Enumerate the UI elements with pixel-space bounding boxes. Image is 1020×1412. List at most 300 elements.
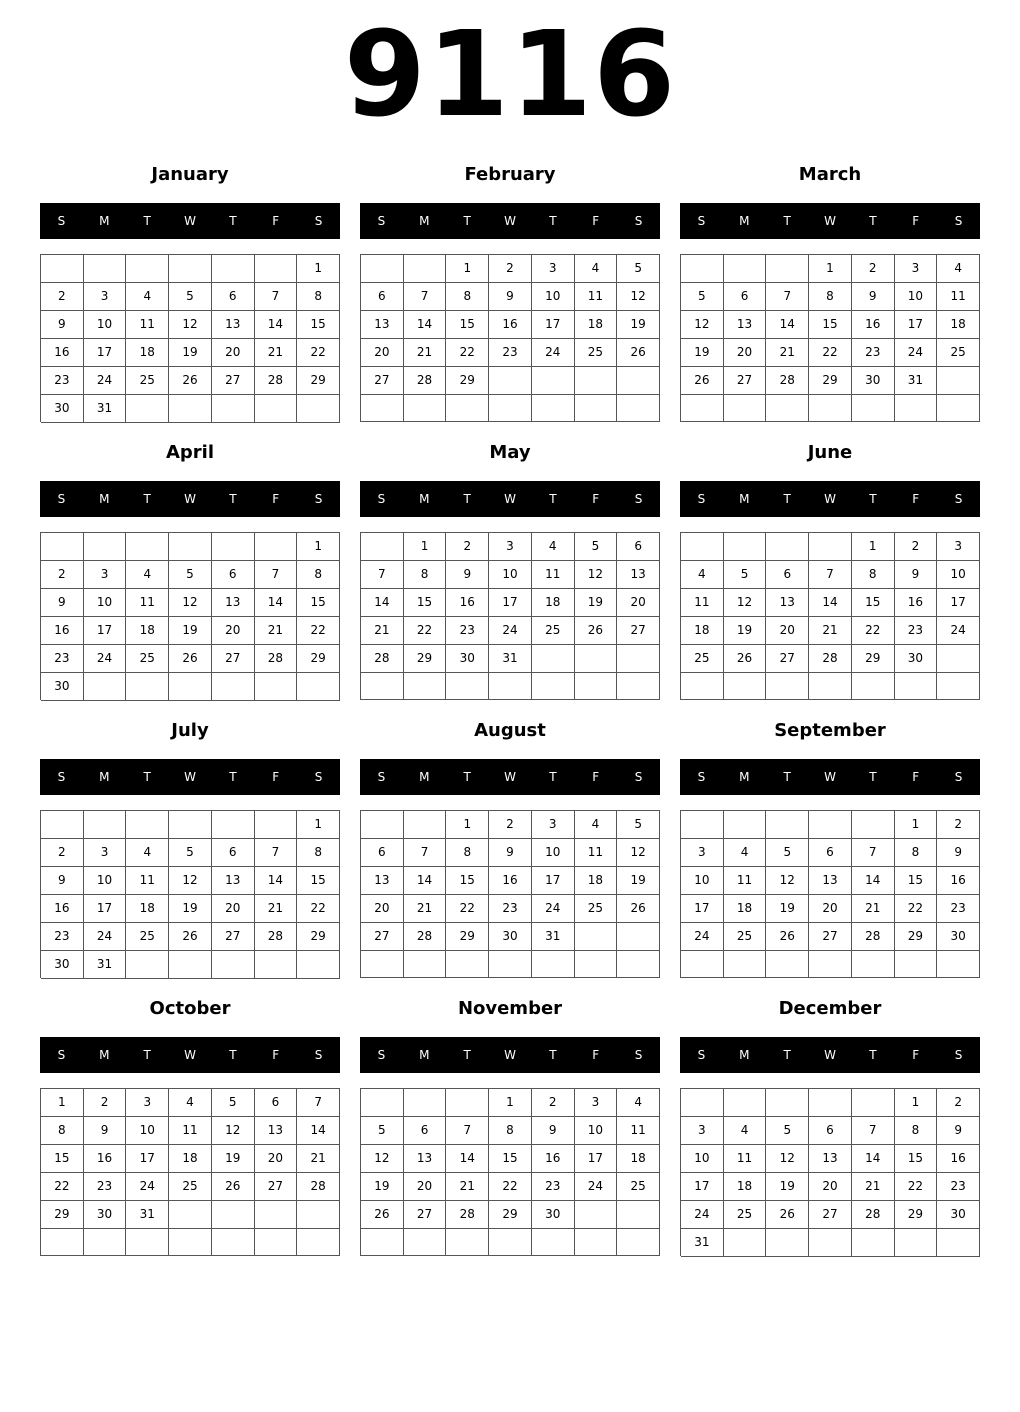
day-cell: 12 xyxy=(575,561,618,589)
day-cell: 22 xyxy=(297,339,340,367)
day-cell: 29 xyxy=(446,367,489,395)
day-cell: 2 xyxy=(84,1089,127,1117)
day-cell: 26 xyxy=(169,367,212,395)
empty-cell xyxy=(895,673,938,700)
day-cell: 5 xyxy=(575,533,618,561)
day-cell: 27 xyxy=(617,617,660,645)
day-cell: 2 xyxy=(489,255,532,283)
month-name: May xyxy=(489,442,531,463)
empty-cell xyxy=(489,367,532,395)
day-cell: 29 xyxy=(895,923,938,951)
empty-cell xyxy=(446,1229,489,1256)
empty-cell xyxy=(126,255,169,283)
empty-cell xyxy=(937,395,980,422)
empty-cell xyxy=(41,533,84,561)
empty-cell xyxy=(617,367,660,395)
day-cell: 26 xyxy=(724,645,767,673)
day-cell: 27 xyxy=(212,923,255,951)
day-cell: 19 xyxy=(575,589,618,617)
day-cell: 9 xyxy=(41,589,84,617)
day-cell: 5 xyxy=(766,839,809,867)
day-cell: 4 xyxy=(126,839,169,867)
day-cell: 9 xyxy=(446,561,489,589)
day-cell: 2 xyxy=(532,1089,575,1117)
day-cell: 20 xyxy=(809,1173,852,1201)
day-cell: 21 xyxy=(404,895,447,923)
day-cell: 17 xyxy=(937,589,980,617)
year-title: 9116 xyxy=(343,5,677,143)
day-cell: 18 xyxy=(169,1145,212,1173)
day-cell: 15 xyxy=(446,311,489,339)
day-cell: 26 xyxy=(617,339,660,367)
day-cell: 10 xyxy=(84,867,127,895)
weekday-label: W xyxy=(824,770,836,784)
day-grid xyxy=(360,1088,660,1256)
empty-cell xyxy=(575,645,618,673)
day-cell: 20 xyxy=(724,339,767,367)
day-cell: 6 xyxy=(212,561,255,589)
day-cell: 11 xyxy=(126,311,169,339)
day-cell: 7 xyxy=(255,283,298,311)
day-cell: 29 xyxy=(489,1201,532,1229)
day-cell: 21 xyxy=(255,895,298,923)
day-cell: 7 xyxy=(404,283,447,311)
day-cell: 10 xyxy=(126,1117,169,1145)
day-cell: 7 xyxy=(852,839,895,867)
day-cell: 11 xyxy=(575,839,618,867)
day-cell: 6 xyxy=(724,283,767,311)
day-cell: 17 xyxy=(126,1145,169,1173)
day-cell: 23 xyxy=(937,895,980,923)
weekday-header xyxy=(40,481,340,517)
day-cell: 31 xyxy=(84,951,127,979)
weekday-label: S xyxy=(954,1048,963,1062)
day-cell: 13 xyxy=(617,561,660,589)
weekday-header xyxy=(40,1037,340,1073)
day-cell: 4 xyxy=(681,561,724,589)
weekday-label: S xyxy=(697,492,706,506)
weekday-label: S xyxy=(954,214,963,228)
day-grid xyxy=(360,254,660,422)
weekday-header xyxy=(680,1037,980,1073)
day-cell: 19 xyxy=(681,339,724,367)
weekday-label: M xyxy=(99,770,110,784)
weekday-header xyxy=(40,203,340,239)
day-cell: 1 xyxy=(895,1089,938,1117)
day-cell: 23 xyxy=(41,645,84,673)
day-cell: 24 xyxy=(84,923,127,951)
day-cell: 30 xyxy=(41,951,84,979)
empty-cell xyxy=(809,951,852,978)
day-cell: 25 xyxy=(169,1173,212,1201)
weekday-label: M xyxy=(99,214,110,228)
day-cell: 1 xyxy=(895,811,938,839)
weekday-label: T xyxy=(869,214,877,228)
day-cell: 12 xyxy=(169,867,212,895)
day-cell: 14 xyxy=(255,589,298,617)
weekday-label: W xyxy=(184,770,196,784)
empty-cell xyxy=(766,1089,809,1117)
weekday-label: W xyxy=(504,492,516,506)
weekday-label: M xyxy=(739,1048,750,1062)
day-cell: 27 xyxy=(361,367,404,395)
weekday-label: W xyxy=(824,1048,836,1062)
empty-cell xyxy=(169,255,212,283)
empty-cell xyxy=(297,1229,340,1256)
day-cell: 14 xyxy=(809,589,852,617)
empty-cell xyxy=(852,395,895,422)
day-cell: 25 xyxy=(126,645,169,673)
empty-cell xyxy=(404,1089,447,1117)
day-cell: 22 xyxy=(895,895,938,923)
empty-cell xyxy=(809,811,852,839)
day-cell: 21 xyxy=(297,1145,340,1173)
weekday-label: T xyxy=(549,1048,557,1062)
weekday-label: T xyxy=(229,214,237,228)
day-cell: 28 xyxy=(297,1173,340,1201)
empty-cell xyxy=(255,255,298,283)
day-cell: 16 xyxy=(852,311,895,339)
day-cell: 29 xyxy=(404,645,447,673)
empty-cell xyxy=(724,533,767,561)
empty-cell xyxy=(84,1229,127,1256)
weekday-label: S xyxy=(314,214,323,228)
empty-cell xyxy=(212,533,255,561)
day-cell: 18 xyxy=(126,339,169,367)
day-cell: 29 xyxy=(895,1201,938,1229)
day-cell: 30 xyxy=(937,923,980,951)
empty-cell xyxy=(297,1201,340,1229)
day-cell: 22 xyxy=(446,339,489,367)
weekday-header xyxy=(360,203,660,239)
weekday-label: T xyxy=(549,214,557,228)
weekday-label: W xyxy=(184,492,196,506)
weekday-label: W xyxy=(504,214,516,228)
day-cell: 17 xyxy=(84,617,127,645)
day-cell: 5 xyxy=(681,283,724,311)
empty-cell xyxy=(126,1229,169,1256)
day-cell: 26 xyxy=(766,1201,809,1229)
day-cell: 1 xyxy=(297,533,340,561)
day-cell: 7 xyxy=(766,283,809,311)
day-grid xyxy=(40,532,340,700)
day-cell: 25 xyxy=(937,339,980,367)
day-cell: 28 xyxy=(852,923,895,951)
day-cell: 9 xyxy=(937,1117,980,1145)
day-cell: 13 xyxy=(404,1145,447,1173)
weekday-label: T xyxy=(463,770,471,784)
day-cell: 16 xyxy=(532,1145,575,1173)
day-cell: 18 xyxy=(681,617,724,645)
day-cell: 25 xyxy=(532,617,575,645)
day-cell: 3 xyxy=(532,811,575,839)
empty-cell xyxy=(297,673,340,701)
day-cell: 24 xyxy=(126,1173,169,1201)
empty-cell xyxy=(809,533,852,561)
day-cell: 14 xyxy=(404,311,447,339)
day-cell: 24 xyxy=(532,339,575,367)
weekday-label: F xyxy=(272,492,280,506)
day-cell: 2 xyxy=(489,811,532,839)
day-cell: 2 xyxy=(937,811,980,839)
empty-cell xyxy=(809,1089,852,1117)
day-cell: 16 xyxy=(41,617,84,645)
empty-cell xyxy=(169,1229,212,1256)
day-cell: 6 xyxy=(617,533,660,561)
day-cell: 24 xyxy=(532,895,575,923)
day-cell: 4 xyxy=(937,255,980,283)
empty-cell xyxy=(766,1229,809,1257)
day-cell: 5 xyxy=(212,1089,255,1117)
weekday-label: S xyxy=(954,770,963,784)
empty-cell xyxy=(255,673,298,701)
day-cell: 25 xyxy=(575,895,618,923)
empty-cell xyxy=(724,951,767,978)
empty-cell xyxy=(937,673,980,700)
weekday-header xyxy=(680,203,980,239)
month-name: December xyxy=(778,998,882,1019)
day-cell: 16 xyxy=(937,1145,980,1173)
empty-cell xyxy=(532,367,575,395)
day-cell: 8 xyxy=(895,1117,938,1145)
day-cell: 21 xyxy=(766,339,809,367)
day-cell: 7 xyxy=(809,561,852,589)
day-cell: 24 xyxy=(489,617,532,645)
day-cell: 28 xyxy=(361,645,404,673)
day-cell: 3 xyxy=(84,561,127,589)
day-cell: 29 xyxy=(809,367,852,395)
day-cell: 22 xyxy=(852,617,895,645)
empty-cell xyxy=(126,951,169,979)
day-cell: 12 xyxy=(617,283,660,311)
empty-cell xyxy=(169,533,212,561)
empty-cell xyxy=(84,811,127,839)
month-name: August xyxy=(474,720,546,741)
day-cell: 28 xyxy=(766,367,809,395)
empty-cell xyxy=(532,395,575,422)
day-cell: 10 xyxy=(489,561,532,589)
empty-cell xyxy=(126,395,169,423)
day-cell: 10 xyxy=(84,311,127,339)
weekday-label: F xyxy=(592,770,600,784)
day-cell: 3 xyxy=(575,1089,618,1117)
day-cell: 30 xyxy=(41,673,84,701)
day-cell: 30 xyxy=(937,1201,980,1229)
day-cell: 29 xyxy=(852,645,895,673)
month-name: July xyxy=(171,720,209,741)
day-cell: 21 xyxy=(361,617,404,645)
empty-cell xyxy=(212,1201,255,1229)
weekday-label: T xyxy=(549,770,557,784)
day-cell: 3 xyxy=(84,283,127,311)
empty-cell xyxy=(446,1089,489,1117)
empty-cell xyxy=(809,673,852,700)
empty-cell xyxy=(446,673,489,700)
weekday-label: S xyxy=(57,214,66,228)
day-cell: 4 xyxy=(575,811,618,839)
day-cell: 20 xyxy=(212,339,255,367)
empty-cell xyxy=(575,1201,618,1229)
day-cell: 24 xyxy=(681,1201,724,1229)
day-cell: 24 xyxy=(681,923,724,951)
weekday-label: T xyxy=(783,1048,791,1062)
empty-cell xyxy=(575,395,618,422)
empty-cell xyxy=(489,1229,532,1256)
day-cell: 19 xyxy=(766,895,809,923)
empty-cell xyxy=(617,645,660,673)
day-cell: 31 xyxy=(895,367,938,395)
weekday-label: M xyxy=(739,214,750,228)
day-cell: 22 xyxy=(446,895,489,923)
day-cell: 25 xyxy=(617,1173,660,1201)
day-cell: 22 xyxy=(895,1173,938,1201)
day-cell: 31 xyxy=(84,395,127,423)
day-cell: 12 xyxy=(617,839,660,867)
day-cell: 9 xyxy=(852,283,895,311)
day-cell: 9 xyxy=(84,1117,127,1145)
empty-cell xyxy=(937,951,980,978)
weekday-label: S xyxy=(377,214,386,228)
day-cell: 23 xyxy=(852,339,895,367)
weekday-label: S xyxy=(57,1048,66,1062)
day-cell: 23 xyxy=(532,1173,575,1201)
empty-cell xyxy=(681,673,724,700)
day-cell: 12 xyxy=(766,1145,809,1173)
day-cell: 20 xyxy=(766,617,809,645)
month-name: January xyxy=(151,164,229,185)
day-grid xyxy=(360,532,660,700)
empty-cell xyxy=(169,951,212,979)
weekday-label: T xyxy=(869,770,877,784)
empty-cell xyxy=(361,255,404,283)
day-cell: 14 xyxy=(255,867,298,895)
empty-cell xyxy=(575,367,618,395)
day-cell: 2 xyxy=(895,533,938,561)
empty-cell xyxy=(681,395,724,422)
empty-cell xyxy=(617,395,660,422)
day-cell: 7 xyxy=(255,561,298,589)
day-cell: 12 xyxy=(169,589,212,617)
day-cell: 8 xyxy=(809,283,852,311)
day-cell: 15 xyxy=(446,867,489,895)
day-cell: 15 xyxy=(41,1145,84,1173)
day-cell: 14 xyxy=(852,1145,895,1173)
day-cell: 6 xyxy=(361,283,404,311)
weekday-label: M xyxy=(739,492,750,506)
day-cell: 4 xyxy=(617,1089,660,1117)
empty-cell xyxy=(681,811,724,839)
day-cell: 13 xyxy=(212,589,255,617)
day-cell: 27 xyxy=(212,645,255,673)
day-cell: 11 xyxy=(532,561,575,589)
day-cell: 4 xyxy=(126,561,169,589)
day-cell: 15 xyxy=(404,589,447,617)
weekday-label: S xyxy=(57,770,66,784)
day-cell: 27 xyxy=(212,367,255,395)
day-cell: 7 xyxy=(852,1117,895,1145)
day-cell: 3 xyxy=(681,1117,724,1145)
weekday-header xyxy=(360,1037,660,1073)
day-cell: 14 xyxy=(766,311,809,339)
day-cell: 11 xyxy=(681,589,724,617)
day-cell: 12 xyxy=(766,867,809,895)
day-cell: 23 xyxy=(41,367,84,395)
weekday-label: T xyxy=(783,770,791,784)
weekday-label: W xyxy=(504,770,516,784)
day-cell: 8 xyxy=(297,561,340,589)
day-cell: 25 xyxy=(575,339,618,367)
day-cell: 21 xyxy=(255,617,298,645)
day-cell: 8 xyxy=(297,839,340,867)
empty-cell xyxy=(212,673,255,701)
day-cell: 13 xyxy=(724,311,767,339)
empty-cell xyxy=(489,951,532,978)
empty-cell xyxy=(766,255,809,283)
day-cell: 10 xyxy=(84,589,127,617)
day-cell: 15 xyxy=(489,1145,532,1173)
empty-cell xyxy=(937,1229,980,1257)
empty-cell xyxy=(724,1229,767,1257)
empty-cell xyxy=(212,395,255,423)
day-cell: 21 xyxy=(852,1173,895,1201)
weekday-header xyxy=(360,759,660,795)
empty-cell xyxy=(681,951,724,978)
weekday-label: M xyxy=(419,1048,430,1062)
day-cell: 5 xyxy=(724,561,767,589)
weekday-label: S xyxy=(697,770,706,784)
day-cell: 18 xyxy=(126,895,169,923)
weekday-label: F xyxy=(592,214,600,228)
day-cell: 24 xyxy=(84,645,127,673)
empty-cell xyxy=(766,533,809,561)
empty-cell xyxy=(169,395,212,423)
day-cell: 17 xyxy=(532,311,575,339)
day-cell: 26 xyxy=(361,1201,404,1229)
weekday-label: S xyxy=(954,492,963,506)
day-grid xyxy=(680,532,980,700)
day-cell: 27 xyxy=(809,1201,852,1229)
day-cell: 10 xyxy=(532,283,575,311)
month-name: February xyxy=(464,164,556,185)
empty-cell xyxy=(255,395,298,423)
empty-cell xyxy=(766,951,809,978)
empty-cell xyxy=(532,645,575,673)
weekday-label: T xyxy=(143,1048,151,1062)
weekday-label: F xyxy=(912,492,920,506)
day-cell: 10 xyxy=(575,1117,618,1145)
day-cell: 5 xyxy=(617,811,660,839)
month-name: April xyxy=(165,442,215,463)
day-cell: 13 xyxy=(212,311,255,339)
day-cell: 29 xyxy=(297,645,340,673)
day-cell: 2 xyxy=(41,839,84,867)
day-cell: 31 xyxy=(126,1201,169,1229)
day-cell: 6 xyxy=(404,1117,447,1145)
day-cell: 6 xyxy=(212,283,255,311)
day-cell: 26 xyxy=(575,617,618,645)
day-cell: 28 xyxy=(852,1201,895,1229)
day-cell: 22 xyxy=(41,1173,84,1201)
empty-cell xyxy=(404,1229,447,1256)
empty-cell xyxy=(126,533,169,561)
day-cell: 14 xyxy=(852,867,895,895)
day-cell: 17 xyxy=(681,895,724,923)
day-cell: 23 xyxy=(84,1173,127,1201)
day-cell: 20 xyxy=(404,1173,447,1201)
empty-cell xyxy=(361,951,404,978)
weekday-label: M xyxy=(419,770,430,784)
weekday-header xyxy=(680,481,980,517)
